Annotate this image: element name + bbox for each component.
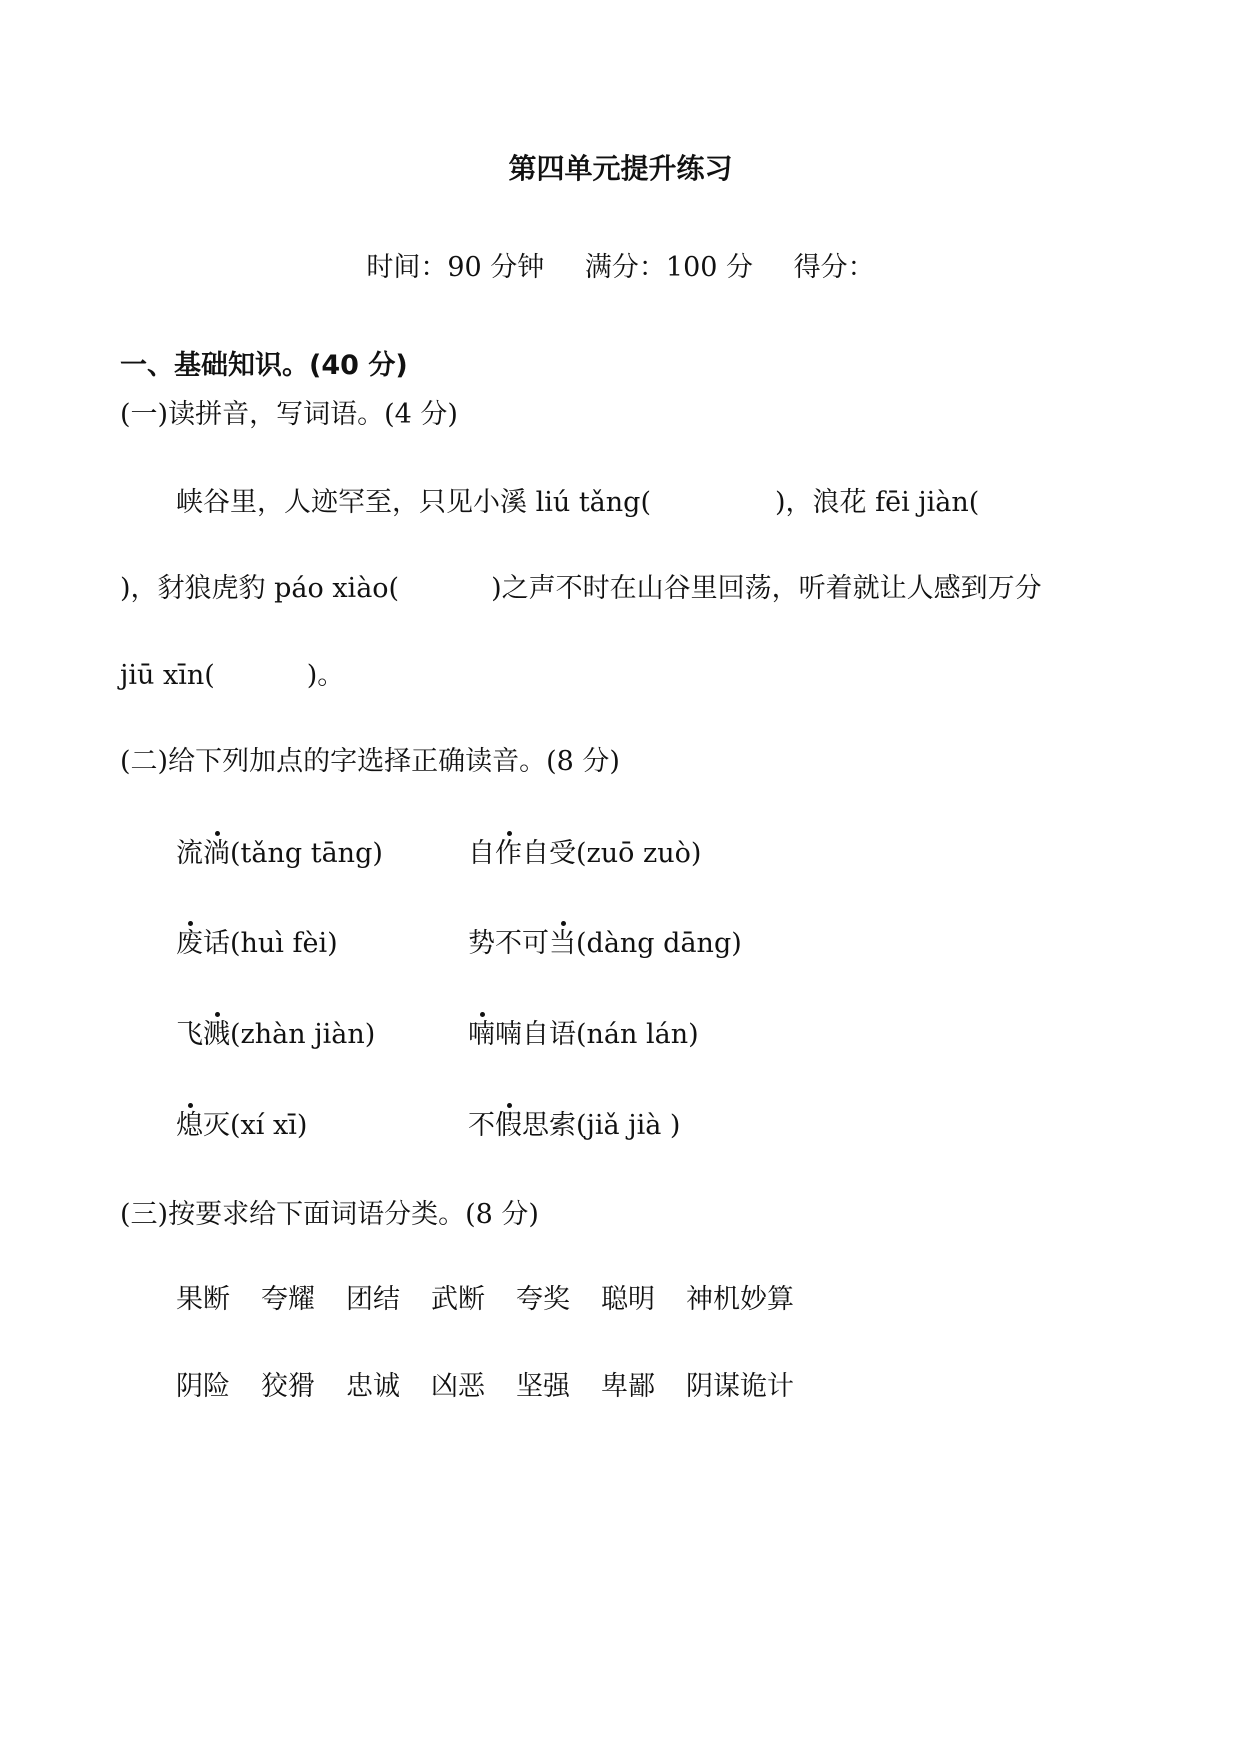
score-label: 得分： [793,252,875,283]
item-options: 自受(zuō zuò) [522,838,702,869]
item-options: (zhàn jiàn) [230,1019,376,1050]
item-options: 思索(jiǎ jià ) [522,1110,681,1141]
pronunciation-item [468,1018,699,1052]
q1-line-3 [120,659,344,693]
item-options: 话(huì fèi) [203,928,338,959]
word-item: 团结 [346,1284,400,1315]
word-item: 坚强 [516,1371,570,1402]
q1-line-2 [120,572,1042,606]
exam-meta [0,251,1241,285]
word-item: 夸耀 [261,1284,315,1315]
word-item: 忠诚 [346,1371,400,1402]
word-item: 阴谋诡计 [686,1371,794,1402]
pronunciation-item [176,1018,375,1052]
item-options: 喃自语(nán lán) [495,1019,699,1050]
word-item: 武断 [431,1284,485,1315]
dotted-char: 淌 [203,838,230,869]
word-row-1 [176,1283,794,1317]
pronunciation-item [468,837,701,871]
section-heading: 一、基础知识。(40 分) [120,350,408,381]
item-text: 势不可 [468,928,549,959]
page-title: 第四单元提升练习 [508,152,733,185]
item-text: 飞 [176,1019,203,1050]
item-options: (tǎng tāng) [230,838,383,869]
time-label: 时间：90 分钟 [366,252,545,283]
pronunciation-item [176,1109,307,1143]
item-text: 不 [468,1110,495,1141]
word-row-2 [176,1370,794,1404]
q1-text: 峡谷里，人迹罕至，只见小溪 liú tǎng( [176,487,651,518]
pronunciation-item [468,927,742,961]
q1-heading: (一)读拼音，写词语。(4 分) [120,399,458,430]
q2-heading: (二)给下列加点的字选择正确读音。(8 分) [120,746,620,777]
pronunciation-item [176,837,383,871]
item-options: (dàng dāng) [576,928,742,959]
word-item: 聪明 [601,1284,655,1315]
pronunciation-item [176,927,338,961]
q1-text: )之声不时在山谷里回荡，听着就让人感到万分 [491,573,1042,604]
dotted-char: 溅 [203,1019,230,1050]
q1-text: )。 [306,660,345,691]
item-options: 灭(xí xī) [203,1110,308,1141]
dotted-char: 假 [495,1110,522,1141]
word-item: 卑鄙 [601,1371,655,1402]
dotted-char: 喃 [468,1019,495,1050]
full-score-label: 满分：100 分 [584,252,754,283]
dotted-char: 当 [549,928,576,959]
pronunciation-item [468,1109,680,1143]
q1-text: )，浪花 fēi jiàn( [774,487,980,518]
q1-line-1 [176,486,979,520]
word-item: 果断 [176,1284,230,1315]
dotted-char: 熄 [176,1110,203,1141]
item-text: 流 [176,838,203,869]
word-item: 狡猾 [261,1371,315,1402]
q1-text: jiū xīn( [120,660,215,691]
q3-heading: (三)按要求给下面词语分类。(8 分) [120,1199,539,1230]
word-item: 夸奖 [516,1284,570,1315]
word-item: 神机妙算 [686,1284,794,1315]
dotted-char: 作 [495,838,522,869]
word-item: 阴险 [176,1371,230,1402]
q1-text: )，豺狼虎豹 páo xiào( [120,573,400,604]
item-text: 自 [468,838,495,869]
word-item: 凶恶 [431,1371,485,1402]
dotted-char: 废 [176,928,203,959]
